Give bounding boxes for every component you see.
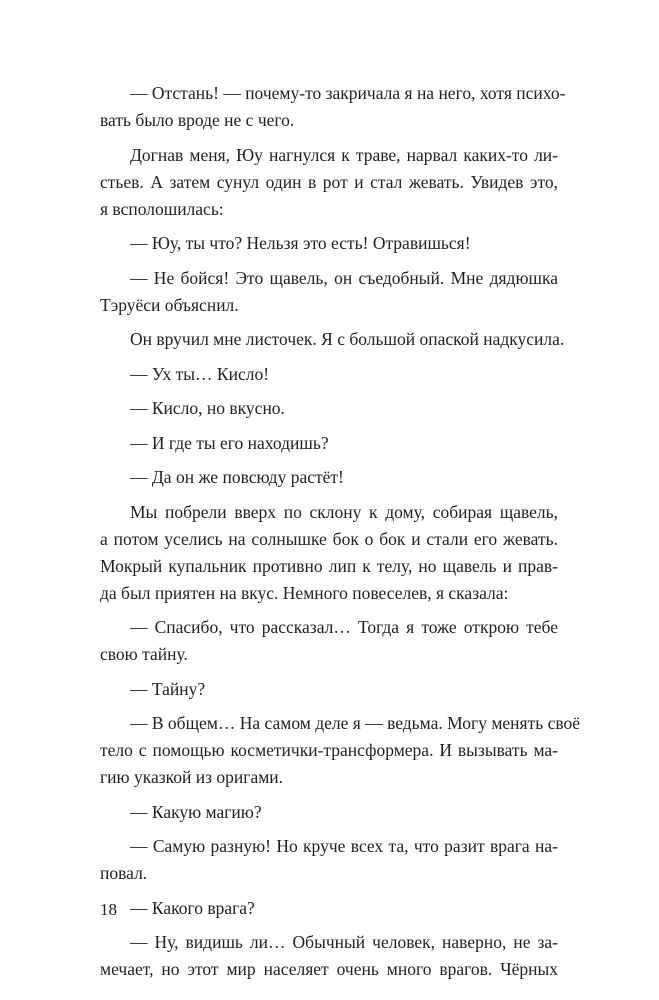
text-line: — Ну, видишь ли… Обычный человек, наверно, не за- [130, 932, 558, 952]
paragraph [100, 929, 558, 983]
paragraph [100, 142, 558, 223]
page-text [100, 80, 581, 991]
paragraph [100, 799, 558, 826]
paragraph [100, 430, 558, 457]
paragraph [100, 895, 558, 922]
text-line: Мокрый купальник противно лип к телу, но щавель и прав- [100, 555, 558, 576]
paragraph [100, 676, 558, 703]
text-line: Догнав меня, Юу нагнулся к траве, нарвал каких-то ли- [130, 144, 558, 165]
text-line: — Какую магию? [130, 801, 262, 822]
paragraph [100, 395, 558, 422]
text-line: Тэруёси объяснил. [100, 294, 239, 315]
text-line: — Не бойся! Это щавель, он съедобный. Мне дядюшка [130, 267, 558, 288]
paragraph [100, 361, 558, 388]
text-line: — Кисло, но вкусно. [130, 398, 285, 418]
text-line: тело с помощью косметички-трансформера. И вызывать ма- [100, 740, 558, 760]
text-line: Мы побрели вверх по склону к дому, собирая щавель, [130, 501, 558, 522]
text-line: — Тайну? [130, 678, 206, 699]
paragraph [100, 499, 558, 607]
text-line: я всполошилась: [100, 198, 224, 219]
paragraph [100, 833, 558, 887]
text-line: стьев. А затем сунул один в рот и стал жевать. Увидев это, [100, 171, 558, 192]
paragraph [100, 80, 566, 134]
text-line: мечает, но этот мир населяет очень много врагов. Чёрных [100, 959, 558, 979]
text-line: да был приятен на вкус. Немного повеселев, я сказала: [100, 582, 509, 603]
paragraph [100, 265, 558, 319]
text-line: повал. [100, 863, 148, 883]
text-line: вать было вроде не с чего. [100, 110, 295, 130]
text-line: — Отстань! — почему-то закричала я на него, хотя психо- [130, 83, 566, 103]
text-line: а потом уселись на солнышке бок о бок и стали его жевать. [100, 528, 558, 549]
text-line: — Ух ты… Кисло! [130, 363, 270, 384]
text-line: — Самую разную! Но круче всех та, что разит врага на- [130, 836, 558, 856]
text-line: — Да он же повсюду растёт! [130, 467, 344, 487]
text-line: свою тайну. [100, 644, 188, 664]
text-line: гию указкой из оригами. [100, 767, 284, 787]
paragraph [100, 326, 565, 353]
text-line: Он вручил мне листочек. Я с большой опаской надкусила. [130, 329, 565, 349]
paragraph [100, 230, 558, 257]
text-line: — Юу, ты что? Нельзя это есть! Отравишься! [130, 233, 471, 253]
paragraph [100, 614, 558, 668]
text-line: — В общем… На самом деле я — ведьма. Могу менять своё [130, 713, 581, 733]
text-line: — Какого врага? [130, 897, 255, 918]
text-line: — И где ты его находишь? [130, 432, 329, 453]
paragraph [100, 464, 558, 491]
page-number: 18 [100, 900, 117, 919]
text-line: — Спасибо, что рассказал… Тогда я тоже открою тебе [130, 617, 558, 637]
paragraph [100, 710, 581, 791]
